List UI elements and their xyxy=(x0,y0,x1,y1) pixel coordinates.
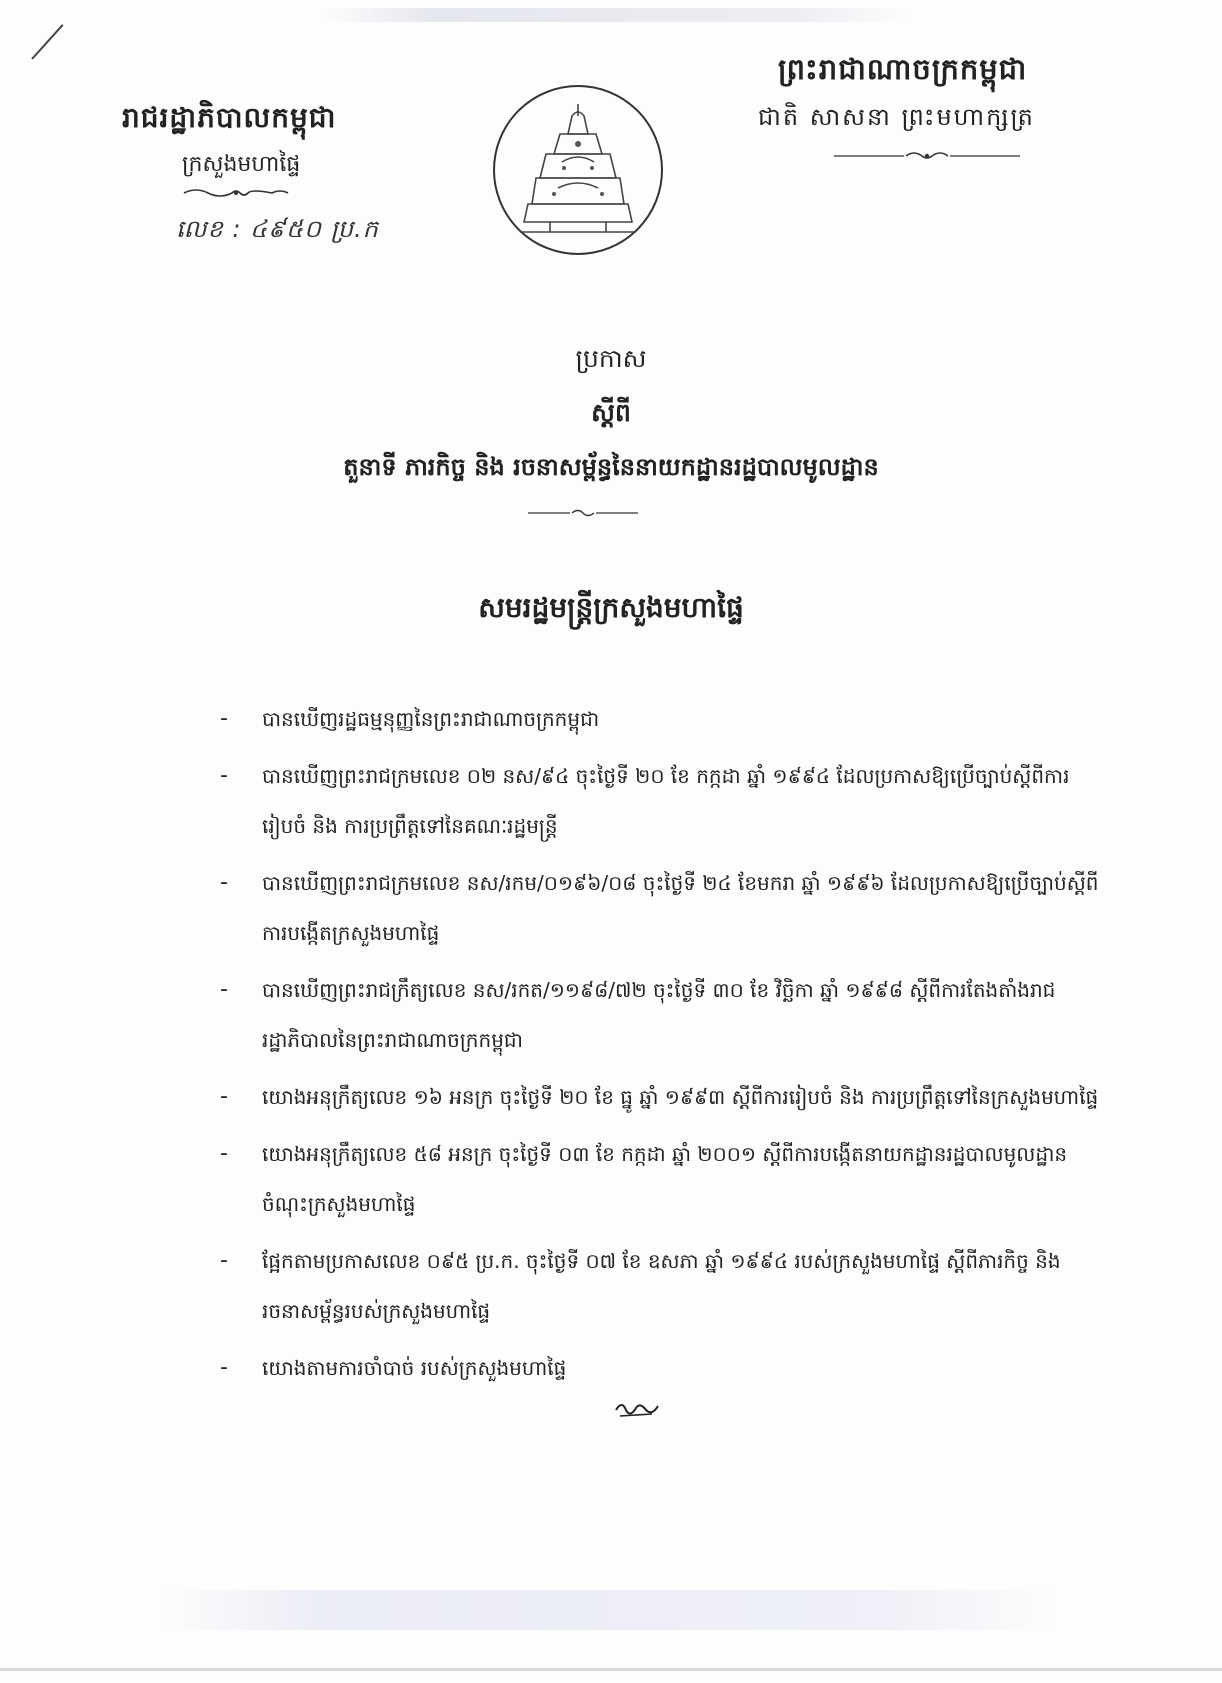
clause-text: យោងអនុក្រឹត្យលេខ ៥៨ អនក្រ ចុះថ្ងៃទី ០៣ ខែ កក្កដា ឆ្នាំ ២០០១ ស្តីពីការបង្កើតនាយកដ្ឋានរដ្ឋបាលមូលដ្ឋានចំណុះក្រសួងមហាផ្ទៃ xyxy=(262,1142,1068,1216)
clause-text: បានឃើញព្រះរាជក្រឹត្យលេខ នស/រកត/១១៩៨/៧២ ចុះថ្ងៃទី ៣០ ខែ វិច្ឆិកា ឆ្នាំ ១៩៩៨ ស្តីពីការតែងតាំងរាជរដ្ឋាភិបាលនៃព្រះរាជាណាចក្រកម្ពុជា xyxy=(262,978,1056,1052)
clause-dash: - xyxy=(220,706,228,731)
clause-item xyxy=(220,751,1100,851)
clause-item xyxy=(220,1343,1100,1393)
kingdom-name: ព្រះរាជាណាចក្រកម្ពុជា xyxy=(778,52,1028,86)
royal-seal-icon xyxy=(490,82,666,258)
clause-text: បានឃើញរដ្ឋធម្មនុញ្ញនៃព្រះរាជាណាចក្រកម្ពុជា xyxy=(262,707,600,731)
pen-mark xyxy=(31,24,63,60)
clause-dash: - xyxy=(220,870,228,895)
clause-item xyxy=(220,858,1100,958)
scan-edge-line xyxy=(0,1668,1222,1671)
document-about: ស្តីពី xyxy=(591,398,631,427)
clause-text: បានឃើញព្រះរាជក្រមលេខ នស/រកម/០១៩៦/០៨ ចុះថ្ងៃទី ២៤ ខែមករា ឆ្នាំ ១៩៩៦ ដែលប្រកាសឱ្យប្រើច្បាប់ស្តីពីការបង្កើតក្រសួងមហាផ្ទៃ xyxy=(262,871,1099,945)
ornament-left-icon xyxy=(182,186,290,200)
clause-text: យោងតាមការចាំបាច់ របស់ក្រសួងមហាផ្ទៃ xyxy=(262,1356,567,1380)
clause-dash: - xyxy=(220,763,228,788)
government-name: រាជរដ្ឋាភិបាលកម្ពុជា xyxy=(122,101,337,134)
national-motto: ជាតិ សាសនា ព្រះមហាក្សត្រ xyxy=(758,103,1035,131)
clause-item xyxy=(220,1129,1100,1229)
preamble-clauses xyxy=(220,694,1100,1400)
clause-item xyxy=(220,1072,1100,1122)
document-subject: តួនាទី ភារកិច្ច និង រចនាសម្ព័ន្ធនៃនាយកដ្ឋានរដ្ឋបាលមូលដ្ឋាន xyxy=(343,453,879,481)
clause-dash: - xyxy=(220,1084,228,1109)
clause-item xyxy=(220,694,1100,744)
clause-dash: - xyxy=(220,1248,228,1273)
clause-text: បានឃើញព្រះរាជក្រមលេខ ០២ នស/៩៤ ចុះថ្ងៃទី ២០ ខែ កក្កដា ឆ្នាំ ១៩៩៤ ដែលប្រកាសឱ្យប្រើច្បាប់ស្តីពីការរៀបចំ និង ការប្រព្រឹត្តទៅនៃគណៈរដ្ឋមន្ត្រី xyxy=(262,764,1070,838)
clause-dash: - xyxy=(220,1355,228,1380)
clause-item xyxy=(220,1236,1100,1336)
clause-dash: - xyxy=(220,977,228,1002)
handwritten-mark-icon xyxy=(612,1396,660,1422)
clause-dash: - xyxy=(220,1141,228,1166)
ministry-name: ក្រសួងមហាផ្ទៃ xyxy=(182,152,301,177)
document-type: ប្រកាស xyxy=(575,344,647,373)
ornament-right-icon xyxy=(834,150,1020,162)
ornament-center-icon xyxy=(528,508,638,518)
clause-item xyxy=(220,965,1100,1065)
scan-artifact-bottom xyxy=(160,1590,1060,1630)
scan-artifact-top xyxy=(320,8,910,22)
clause-text: យោងអនុក្រឹត្យលេខ ១៦ អនក្រ ចុះថ្ងៃទី ២០ ខែ ធ្នូ ឆ្នាំ ១៩៩៣ ស្តីពីការរៀបចំ និង ការប្រព្រឹត្តទៅនៃក្រសួងមហាផ្ទៃ xyxy=(262,1085,1099,1109)
clause-text: ផ្អែកតាមប្រកាសលេខ ០៩៥ ប្រ.ក. ចុះថ្ងៃទី ០៧ ខែ ឧសភា ឆ្នាំ ១៩៩៤ របស់ក្រសួងមហាផ្ទៃ ស្តីពីភារកិច្ច និង រចនាសម្ព័ន្ធរបស់ក្រសួងមហាផ្ទៃ xyxy=(262,1249,1061,1323)
issuing-authority: សមរដ្ឋមន្ត្រីក្រសួងមហាផ្ទៃ xyxy=(478,591,744,624)
reference-number: លេខ : ៤៩៥០ ប្រ.ក xyxy=(176,215,379,243)
